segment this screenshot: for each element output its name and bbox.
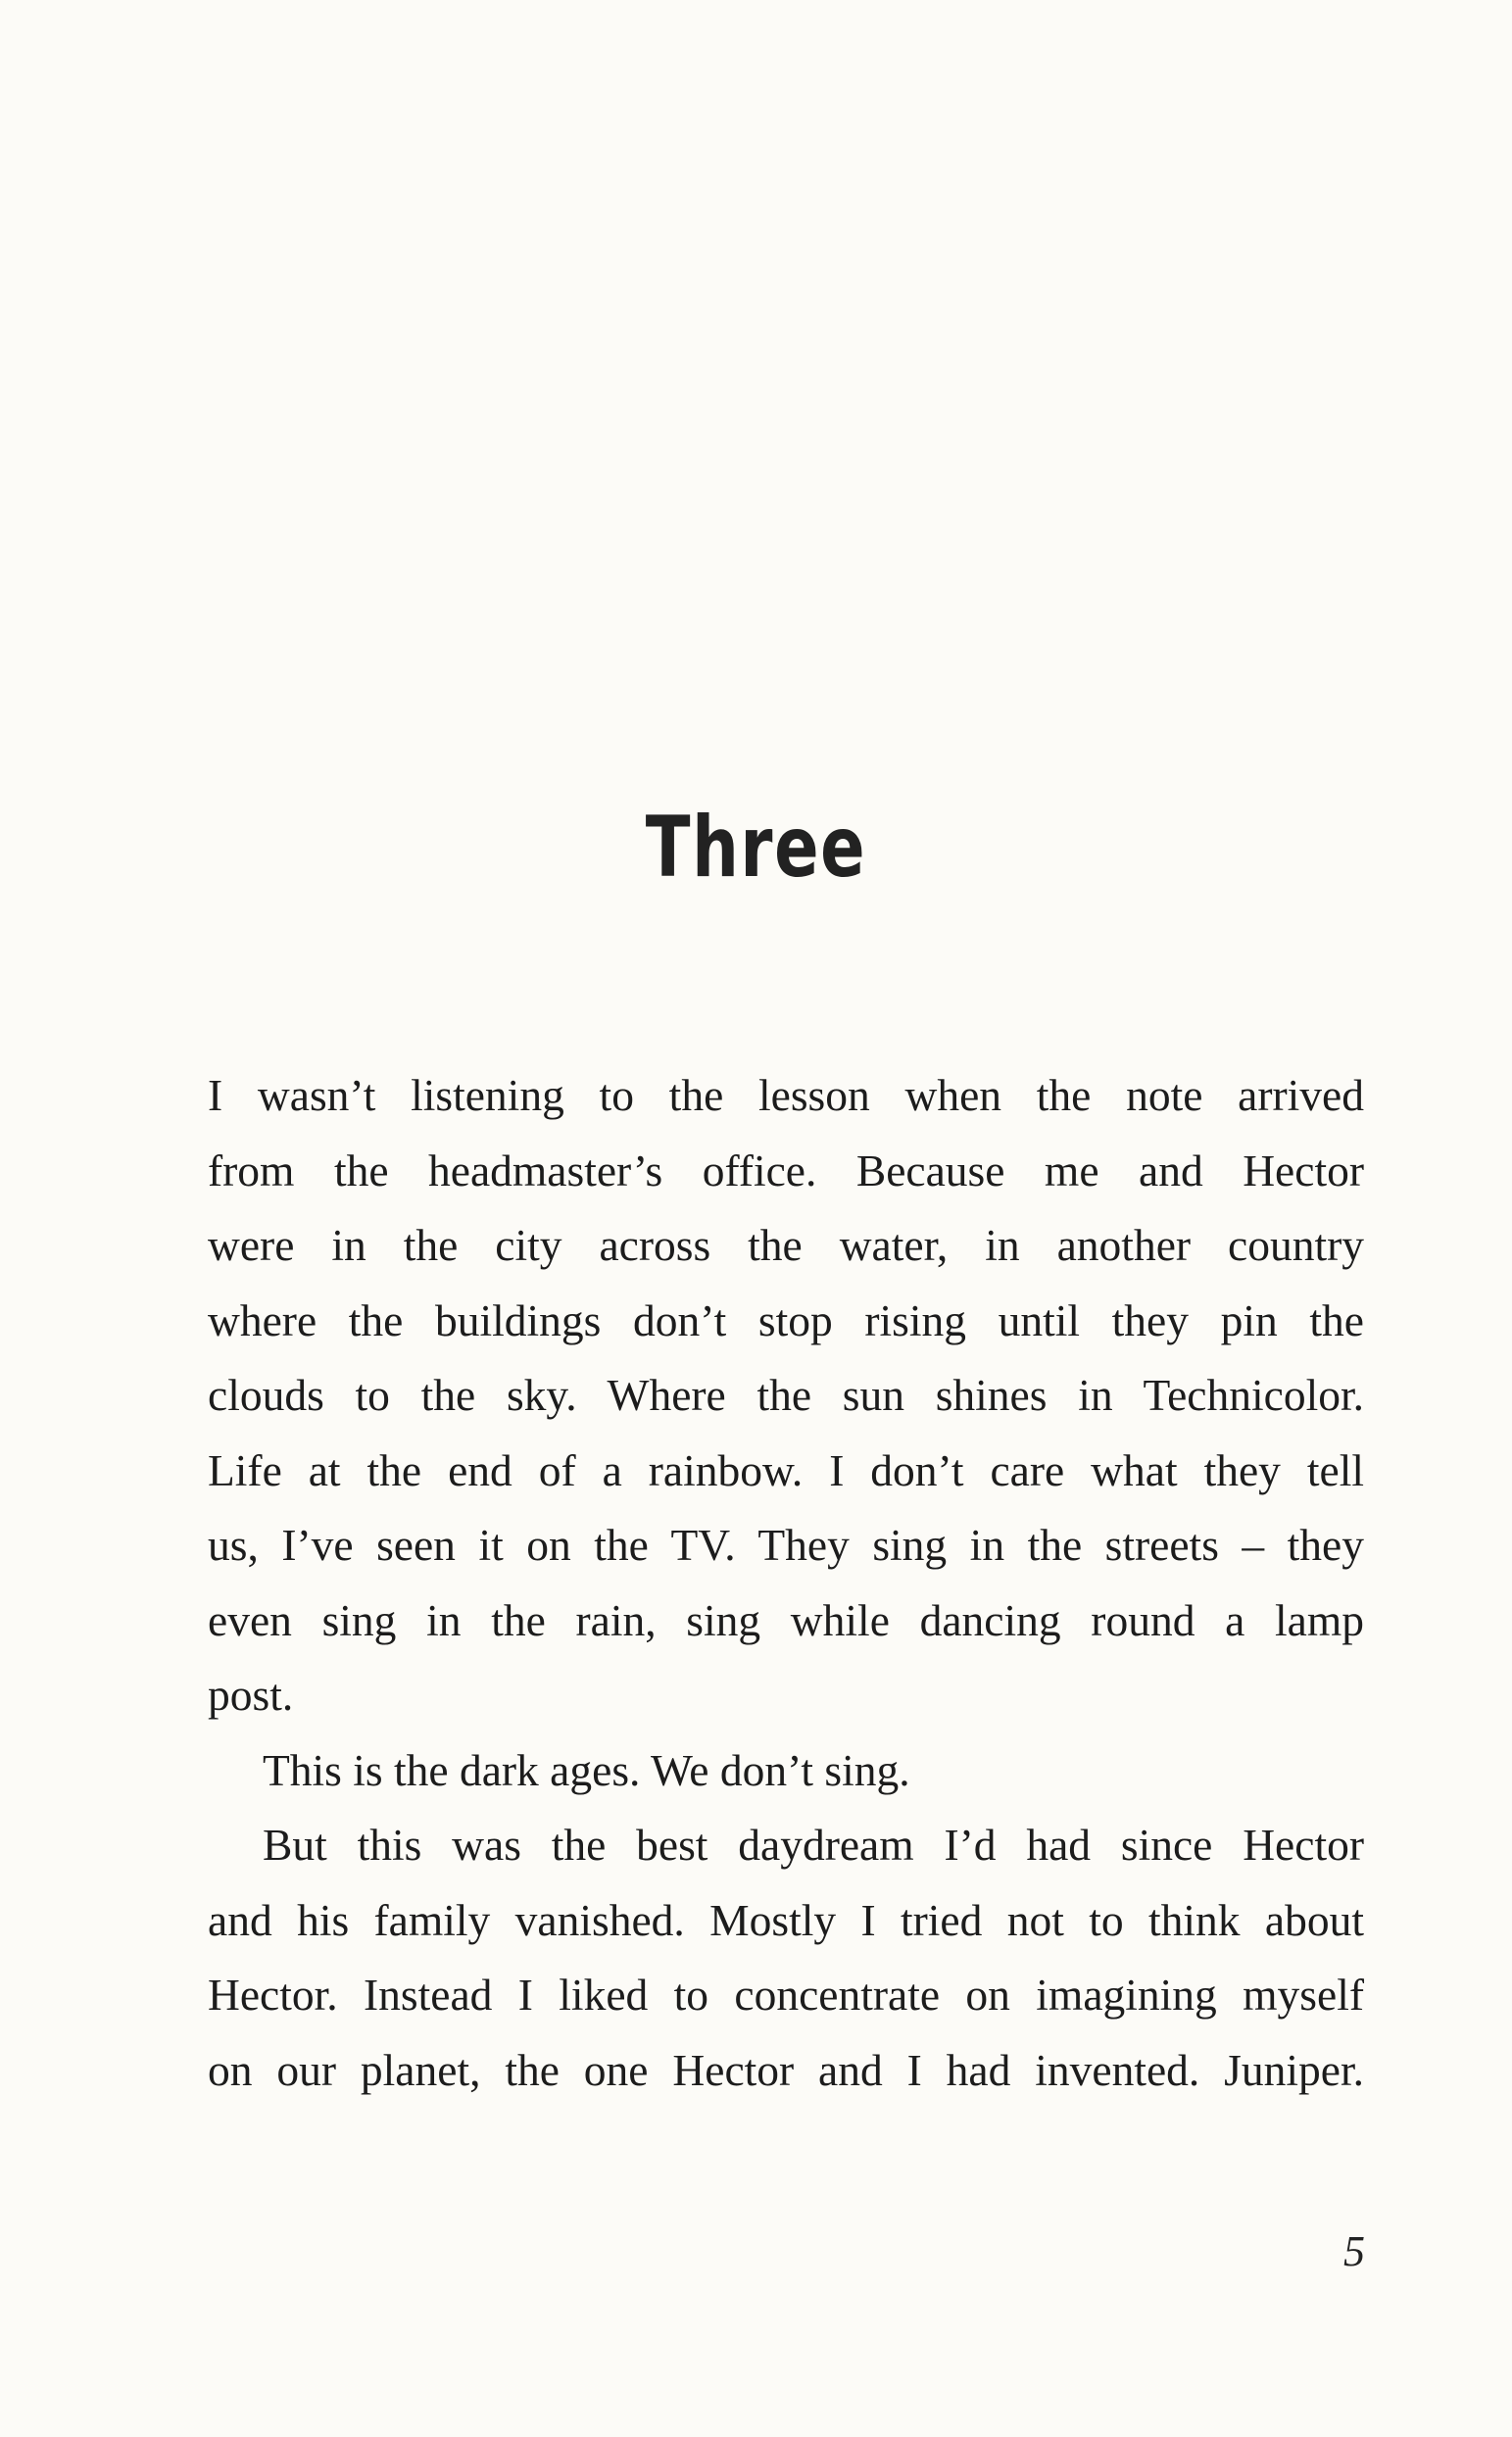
text-line: Life at the end of a rainbow. I don’t care what they tell: [208, 1444, 1364, 1495]
chapter-title: Three: [645, 799, 867, 897]
text-line: us, I’ve seen it on the TV. They sing in the streets – they: [208, 1520, 1364, 1570]
text-line: where the buildings don’t stop rising until they pin the: [208, 1294, 1364, 1345]
text-line: clouds to the sky. Where the sun shines in Technicolor.: [208, 1370, 1364, 1420]
text-line: But this was the best daydream I’d had since Hector: [263, 1820, 1364, 1870]
text-line: on our planet, the one Hector and I had invented. Juniper.: [208, 2044, 1364, 2095]
text-line: from the headmaster’s office. Because me and Hector: [208, 1145, 1364, 1195]
text-line: post.: [208, 1670, 294, 1720]
body-text: [208, 1058, 1364, 2108]
text-line: I wasn’t listening to the lesson when the note arrived: [208, 1070, 1364, 1120]
text-line: were in the city across the water, in another country: [208, 1220, 1364, 1270]
page-number: 5: [1343, 2227, 1365, 2275]
text-line: Hector. Instead I liked to concentrate on imagining myself: [208, 1970, 1364, 2020]
text-line: This is the dark ages. We don’t sing.: [263, 1744, 910, 1795]
text-line: and his family vanished. Mostly I tried not to think about: [208, 1894, 1364, 1945]
text-line: even sing in the rain, sing while dancing round a lamp: [208, 1594, 1364, 1645]
